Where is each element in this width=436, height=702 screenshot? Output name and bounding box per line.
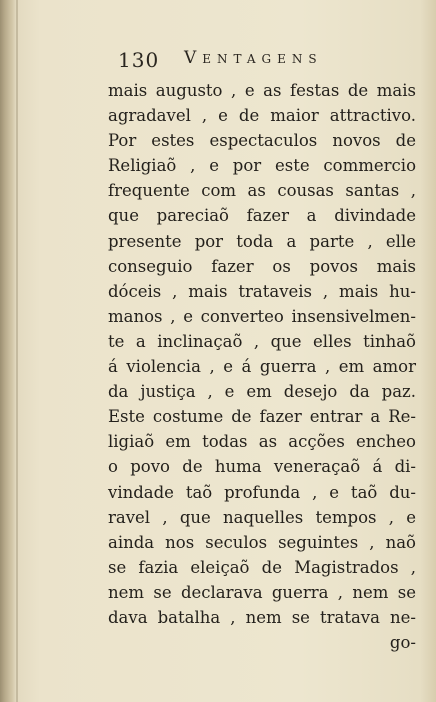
text-line: á violencia , e á guerra , em amor (108, 357, 416, 377)
text-line: dóceis , mais trataveis , mais hu- (108, 281, 416, 301)
text-line: ainda nos seculos seguintes , naõ (108, 532, 416, 552)
text-line: conseguio fazer os povos mais (108, 256, 416, 276)
text-line: se fazia eleiçaõ de Magistrados , (108, 557, 416, 577)
text-line: ligiaõ em todas as acções encheo (108, 432, 416, 452)
text-line: que pareciaõ fazer a divindade (108, 206, 416, 226)
running-title: Ventagens (184, 48, 323, 68)
text-line: Este costume de fazer entrar a Re- (108, 407, 416, 427)
text-line: Religiaõ , e por este commercio (108, 156, 416, 176)
text-line: dava batalha , nem se tratava ne- (108, 607, 416, 627)
text-line: vindade taõ profunda , e taõ du- (108, 482, 416, 502)
text-line: Por estes espectaculos novos de (108, 131, 416, 151)
body-text (108, 78, 416, 655)
text-line-catchword: go- (389, 633, 416, 653)
text-line: agradavel , e de maior attractivo. (108, 106, 416, 126)
text-line: nem se declarava guerra , nem se (108, 582, 416, 602)
text-line: frequente com as cousas santas , (108, 181, 416, 201)
page-header (118, 44, 418, 76)
book-binding-shadow (0, 0, 16, 702)
page-number: 130 (118, 48, 160, 72)
text-line: o povo de huma veneraçaõ á di- (108, 457, 416, 477)
text-line: ravel , que naquelles tempos , e (108, 507, 416, 527)
gutter-edge (16, 0, 18, 702)
text-line: mais augusto , e as festas de mais (108, 81, 416, 100)
text-line: te a inclinaçaõ , que elles tinhaõ (108, 331, 416, 351)
text-line: presente por toda a parte , elle (108, 231, 416, 251)
text-line: da justiça , e em desejo da paz. (108, 382, 416, 402)
text-line: manos , e converteo insensivelmen- (108, 306, 416, 326)
